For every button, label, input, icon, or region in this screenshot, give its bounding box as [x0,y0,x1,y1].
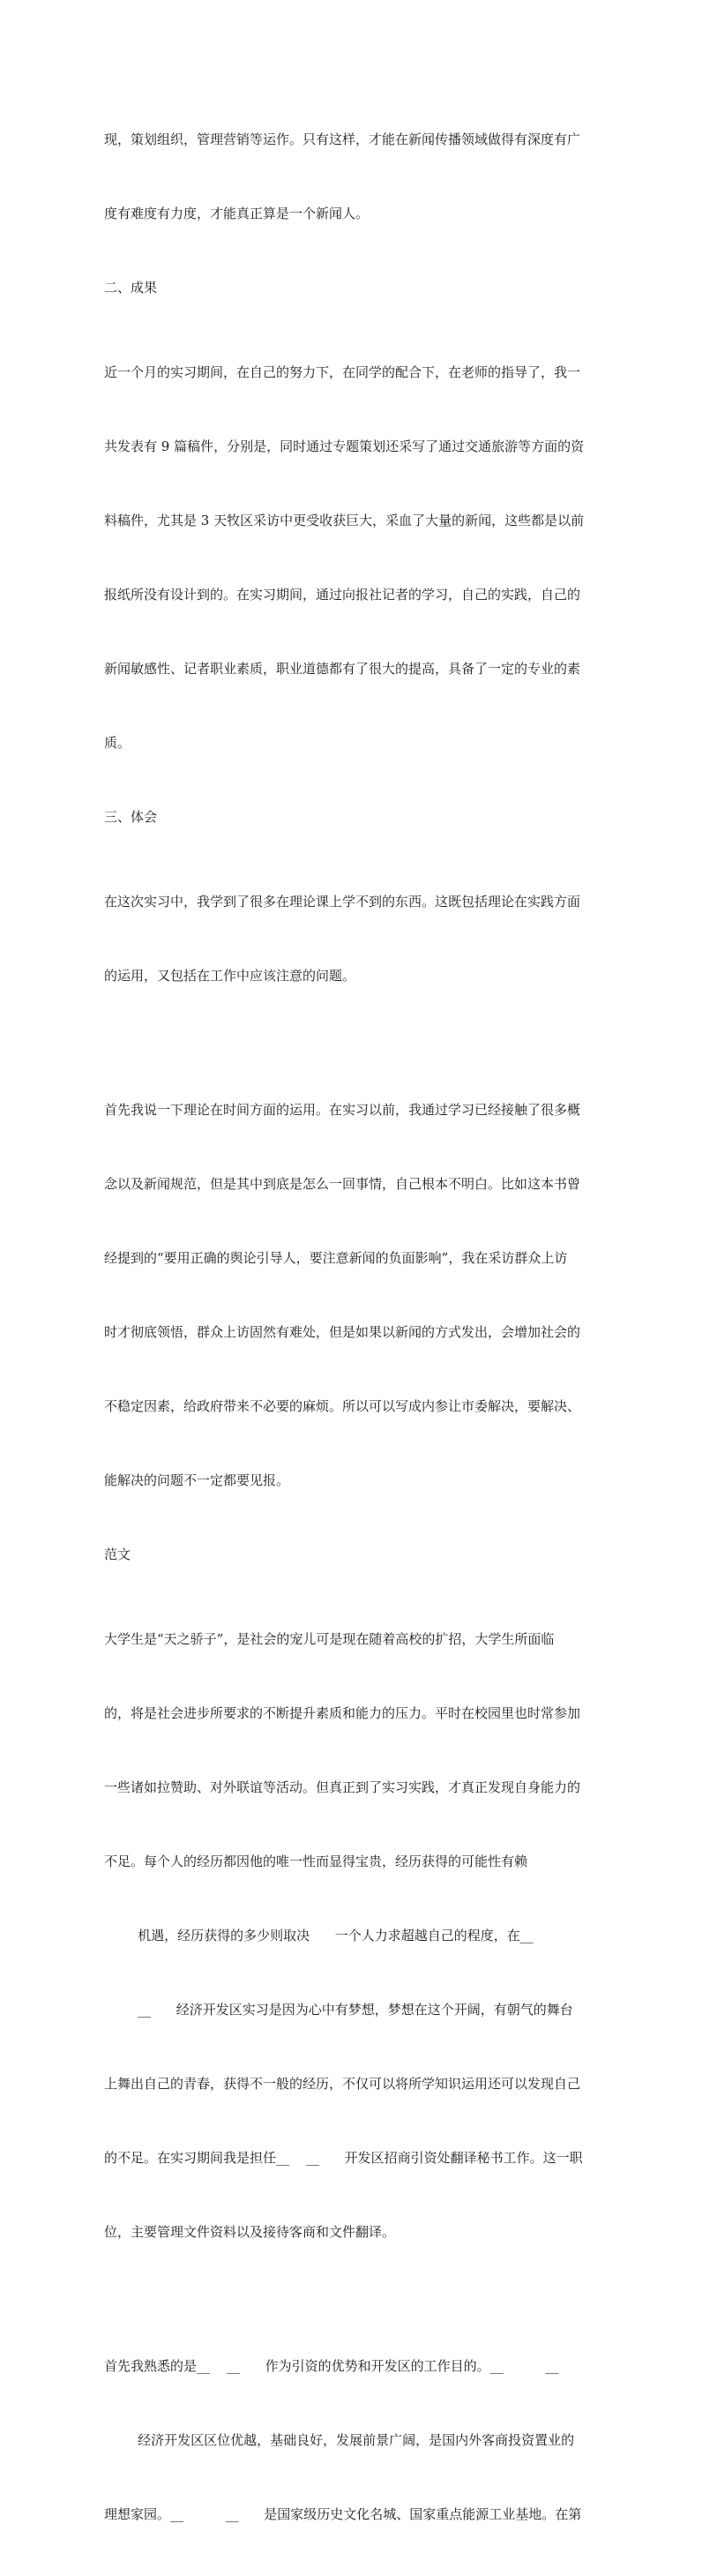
text-line: 新闻敏感性、记者职业素质，职业道德都有了很大的提高，具备了一定的专业的素 [104,661,581,677]
text-line: 料稿件，尤其是 3 天牧区采访中更受收获巨大，采血了大量的新闻，这些都是以前 [104,513,585,528]
text-line: 质。 [104,735,131,751]
paragraph-familiarity [104,2304,600,2576]
paragraph-intro [104,78,600,275]
section-heading-experience: 三、体会 [104,809,158,825]
paragraph-results [104,311,600,805]
text-line: 位，主要管理文件资料以及接待客商和文件翻译。 [104,2224,396,2240]
text-line: 在这次实习中，我学到了很多在理论课上学不到的东西。这既包括理论在实践方面 [104,894,581,910]
text-line: 近一个月的实习期间，在自己的努力下，在同学的配合下，在老师的指导了，我一 [104,364,581,380]
text-line: 不稳定因素，给政府带来不必要的麻烦。所以可以写成内参让市委解决，要解决、 [104,1398,581,1414]
paragraph-theory [104,1048,600,1542]
text-line: 的运用，又包括在工作中应该注意的问题。 [104,968,356,984]
text-line: 报纸所没有设计到的。在实习期间，通过向报社记者的学习，自己的实践，自己的 [104,587,581,603]
text-line: 念以及新闻规范，但是其中到底是怎么一回事情，自己根本不明白。比如这本书曾 [104,1176,581,1192]
text-line: 时才彻底领悟，群众上访固然有难处，但是如果以新闻的方式发出，会增加社会的 [104,1324,581,1340]
document-page [104,78,600,2576]
text-line: 首先我说一下理论在时间方面的运用。在实习以前，我通过学习已经接触了很多概 [104,1102,581,1118]
text-line: 的，将是社会进步所要求的不断提升素质和能力的压力。平时在校园里也时常参加 [104,1705,581,1721]
text-line: 能解决的问题不一定都要见报。 [104,1472,290,1488]
text-line: 的不足。在实习期间我是担任__ __ 开发区招商引资处翻译秘书工作。这一职 [104,2150,583,2166]
text-line: __ 经济开发区实习是因为心中有梦想，梦想在这个开阔，有朝气的舞台 [104,2002,573,2018]
text-line: 大学生是“天之骄子”，是社会的宠儿可是现在随着高校的扩招，大学生所面临 [104,1631,555,1647]
text-line: 机遇，经历获得的多少则取决 一个人力求超越自己的程度，在__ [104,1928,534,1943]
paragraph-sample [104,1577,600,2294]
paragraph-experience [104,840,600,1037]
text-line: 经提到的“要用正确的舆论引导人，要注意新闻的负面影响”，我在采访群众上访 [104,1250,568,1266]
text-line: 一些诸如拉赞助、对外联谊等活动。但真正到了实习实践，才真正发现自身能力的 [104,1779,581,1795]
section-heading-results: 二、成果 [104,280,158,296]
text-line: 现，策划组织，管理营销等运作。只有这样，才能在新闻传播领域做得有深度有广 [104,131,581,147]
text-line: 共发表有 9 篇稿件，分别是，同时通过专题策划还采写了通过交通旅游等方面的资 [104,438,585,454]
text-line: 理想家园。__ __ 是国家级历史文化名城、国家重点能源工业基地。在第 [104,2506,582,2522]
text-line: 经济开发区区位优越，基础良好，发展前景广阔，是国内外客商投资置业的 [104,2432,575,2448]
text-line: 首先我熟悉的是__ __ 作为引资的优势和开发区的工作目的。__ __ [104,2358,559,2374]
text-line: 不足。每个人的经历都因他的唯一性而显得宝贵，经历获得的可能性有赖 [104,1853,528,1869]
text-line: 度有难度有力度，才能真正算是一个新闻人。 [104,206,370,221]
section-heading-sample: 范文 [104,1546,131,1562]
text-line: 上舞出自己的青春，获得不一般的经历，不仅可以将所学知识运用还可以发现自己 [104,2076,581,2092]
